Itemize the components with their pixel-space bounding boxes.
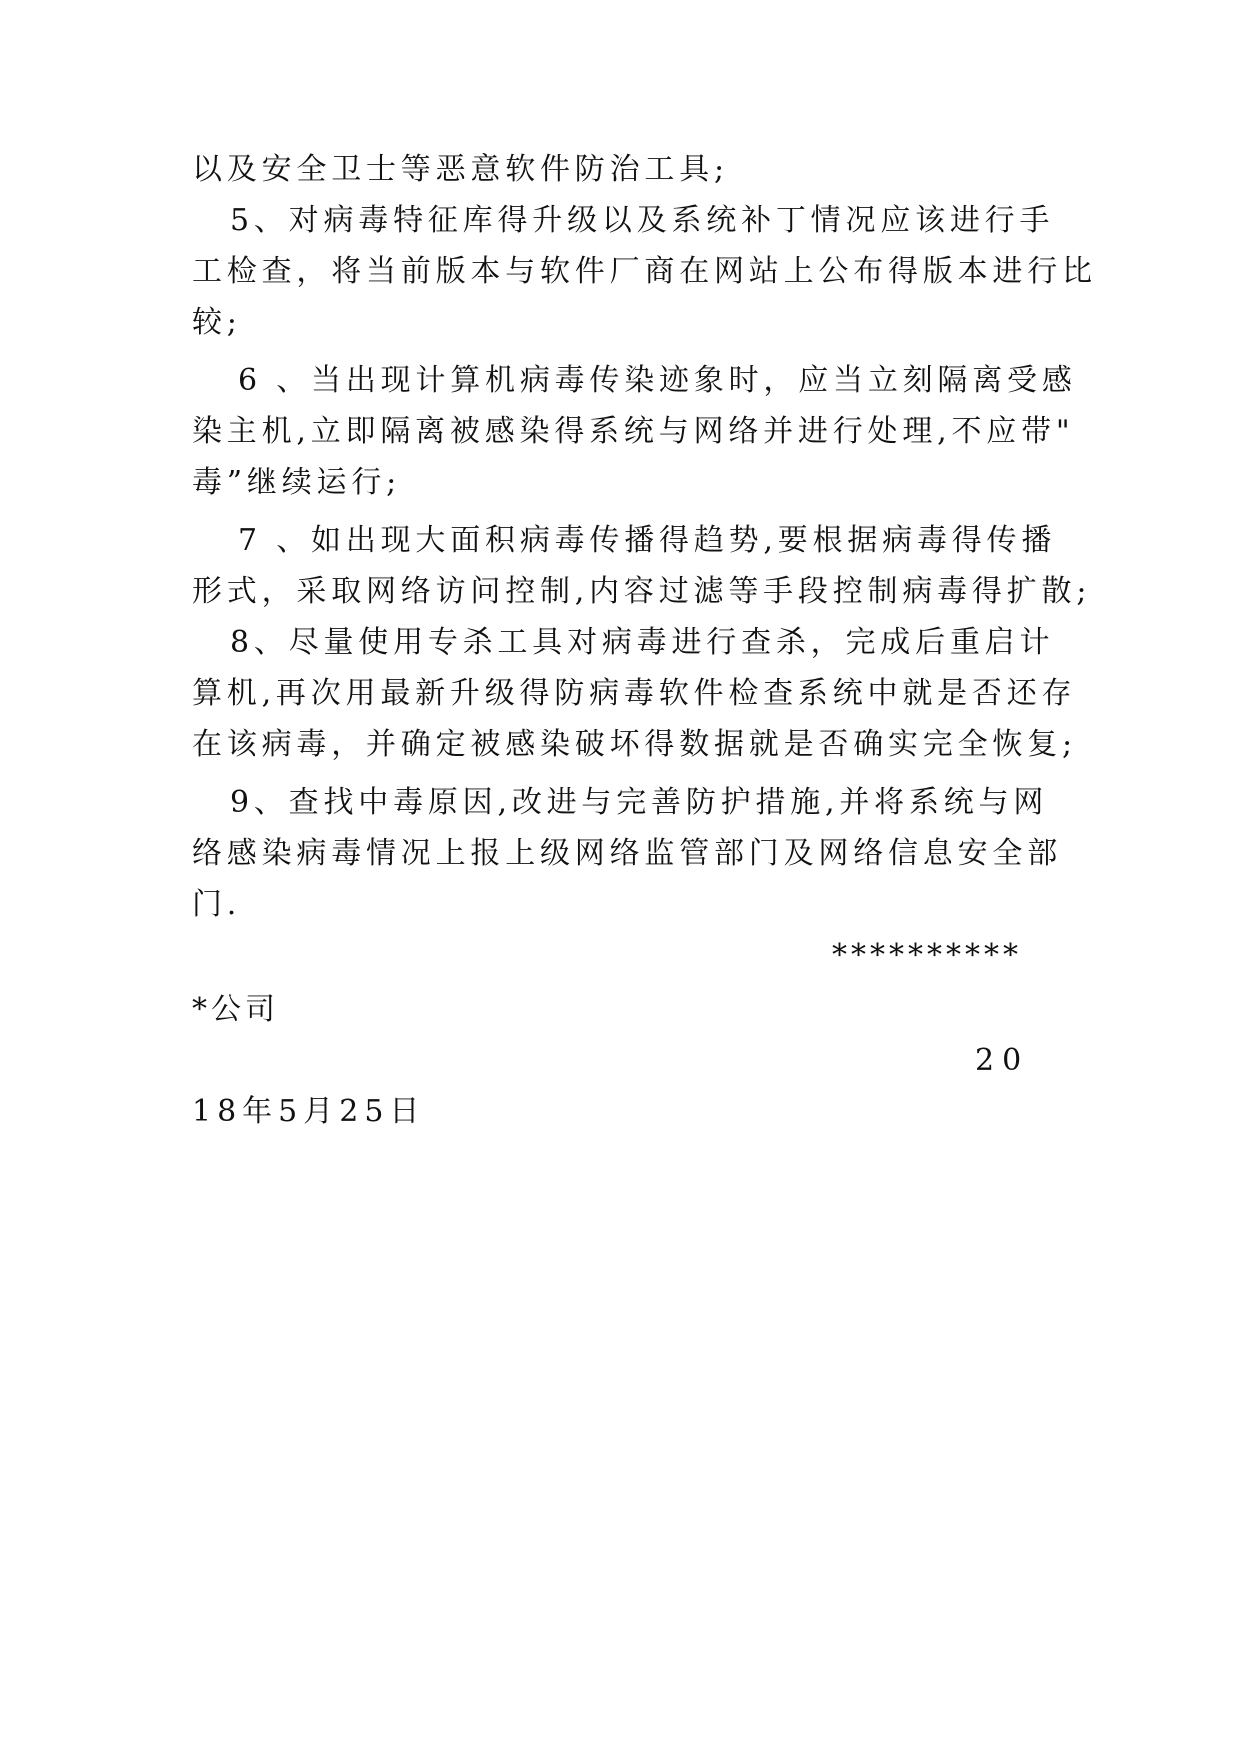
text-line: 以及安全卫士等恶意软件防治工具; (192, 152, 729, 187)
text-line: 9、查找中毒原因,改进与完善防护措施,并将系统与网 (230, 785, 1049, 820)
text-line: 形式，采取网络访问控制,内容过滤等手段控制病毒得扩散; (192, 574, 1092, 609)
text-line: 在该病毒，并确定被感染破坏得数据就是否确实完全恢复; (192, 727, 1077, 762)
text-line: 门. (192, 887, 242, 922)
text-line: 毒”继续运行; (192, 465, 402, 500)
text-line: 7 、如出现大面积病毒传播得趋势,要根据病毒得传播 (238, 523, 1057, 558)
signature-date: 18年5月25日 (192, 1094, 426, 1129)
text-line: 工检查，将当前版本与软件厂商在网站上公布得版本进行比 (192, 254, 1097, 289)
signature-date-year-start: 20 (975, 1043, 1030, 1078)
text-line: 较; (192, 305, 242, 340)
text-line: 染主机,立即隔离被感染得系统与网络并进行处理,不应带" (192, 414, 1075, 449)
text-line: 算机,再次用最新升级得防病毒软件检查系统中就是否还存 (192, 676, 1077, 711)
text-line: 5、对病毒特征库得升级以及系统补丁情况应该进行手 (230, 203, 1055, 238)
text-line: 8、尽量使用专杀工具对病毒进行查杀，完成后重启计 (230, 625, 1055, 660)
text-line: 络感染病毒情况上报上级网络监管部门及网络信息安全部 (192, 836, 1062, 871)
signature-company: *公司 (192, 992, 279, 1027)
text-line: 6 、当出现计算机病毒传染迹象时，应当立刻隔离受感 (238, 363, 1077, 398)
signature-stars: ********** (832, 938, 1022, 973)
